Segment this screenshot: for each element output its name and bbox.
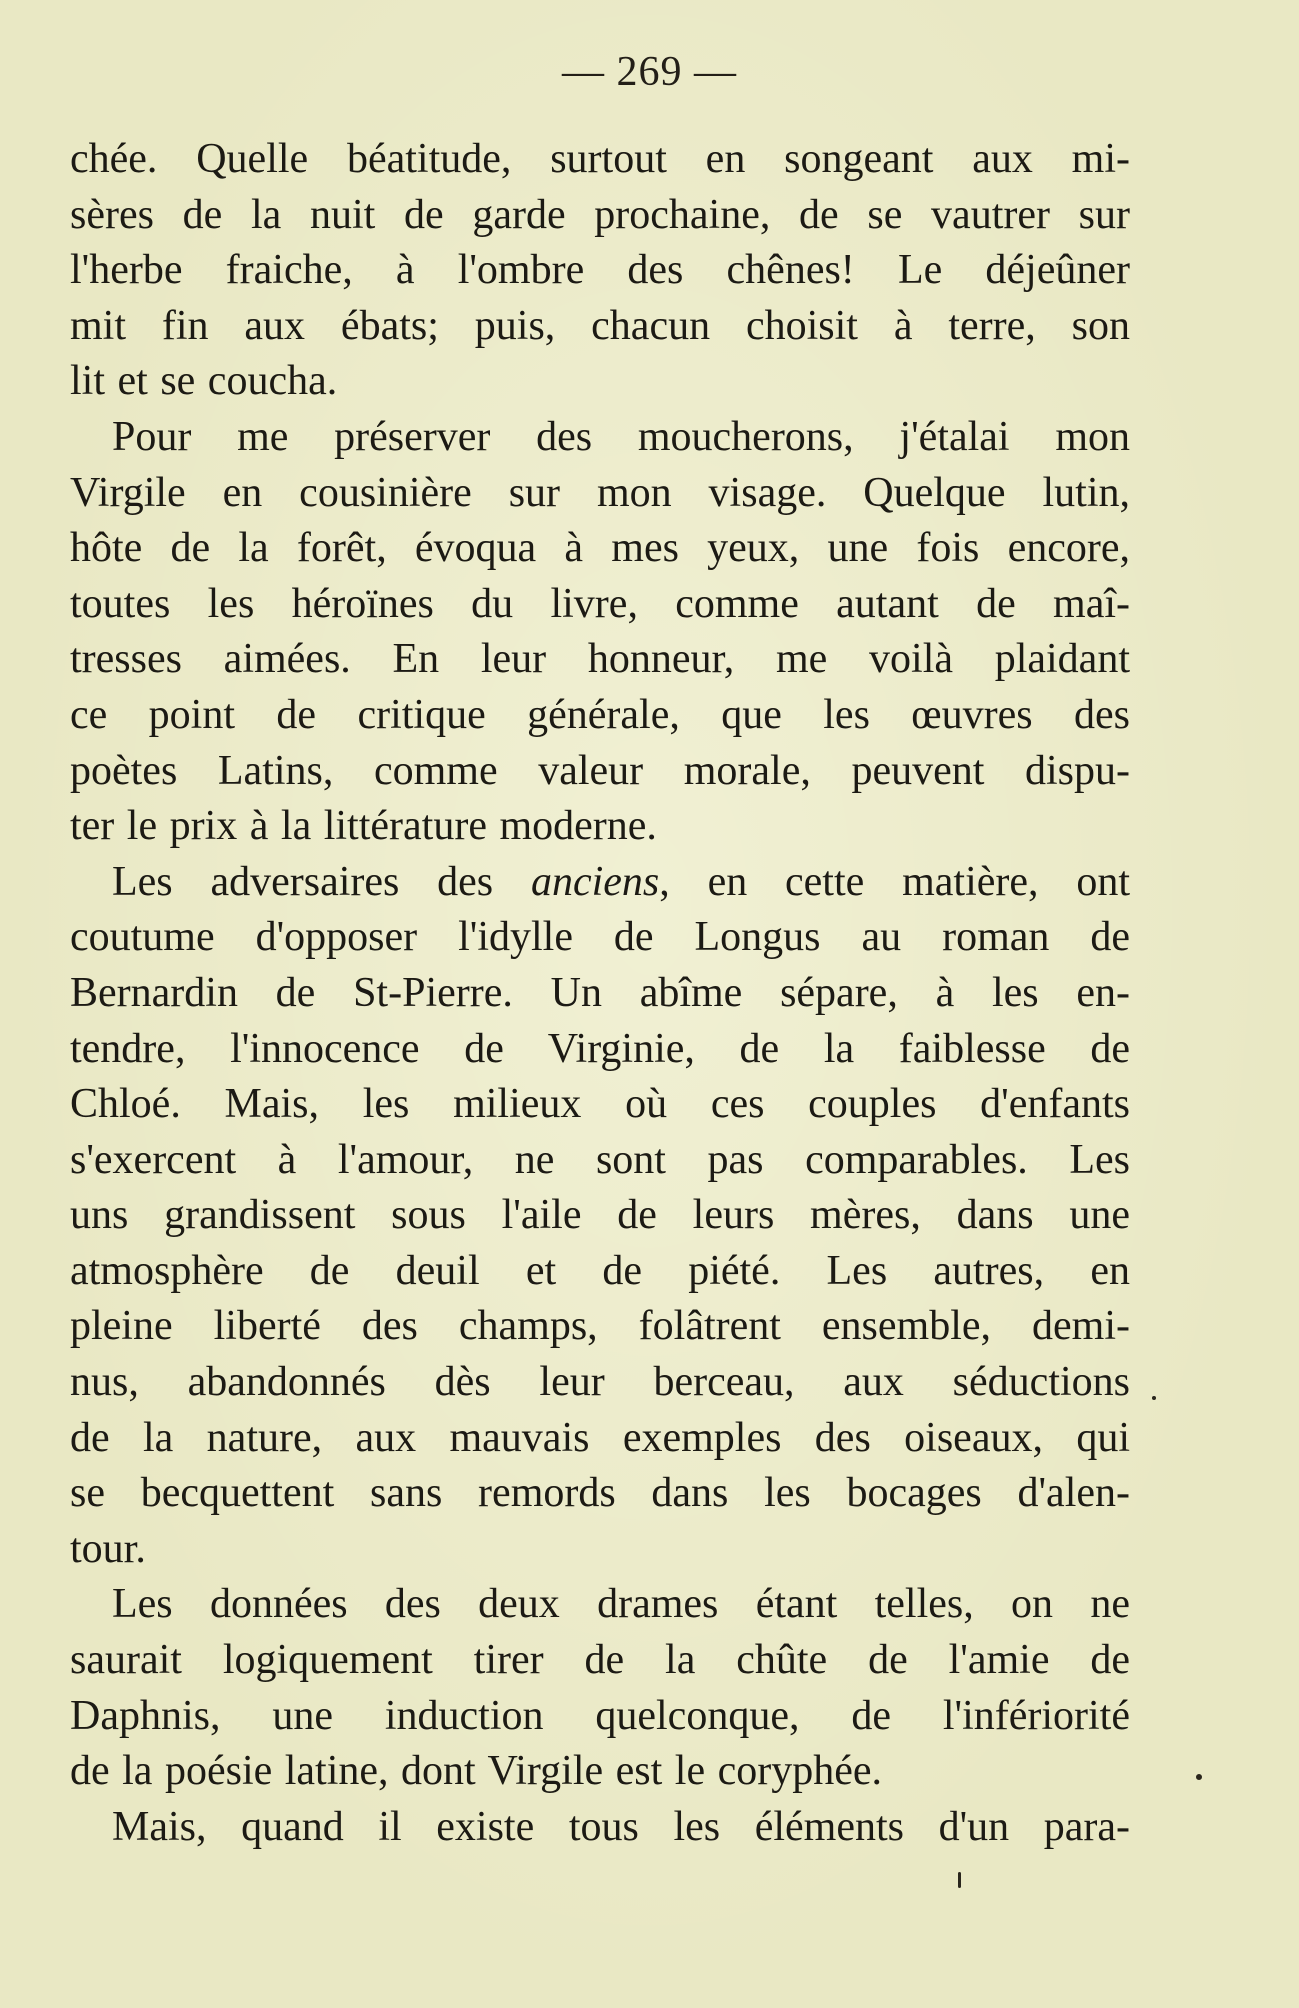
text-line: de la nature, aux mauvais exemples des oiseaux, qui — [70, 1414, 1130, 1461]
text-line: ter le prix à la littérature moderne. — [70, 803, 657, 850]
text-line: tendre, l'innocence de Virginie, de la faiblesse de — [70, 1025, 1130, 1072]
text-segment: Les adversaires des — [112, 858, 531, 905]
text-line: pleine liberté des champs, folâtrent ensemble, demi- — [70, 1303, 1130, 1350]
text-line: toutes les héroïnes du livre, comme autant de maî- — [70, 580, 1130, 627]
ink-speck — [958, 1872, 961, 1888]
text-line: Pour me préserver des moucherons, j'étalai mon — [112, 413, 1130, 460]
italic-word: anciens — [530, 858, 660, 905]
text-line: saurait logiquement tirer de la chûte de l'amie de — [70, 1637, 1130, 1684]
text-line: se becquettent sans remords dans les bocages d'alen- — [70, 1470, 1130, 1517]
text-line: Mais, quand il existe tous les éléments d'un para- — [112, 1803, 1130, 1850]
text-line: poètes Latins, comme valeur morale, peuvent dispu- — [70, 747, 1130, 794]
text-line: Chloé. Mais, les milieux où ces couples d'enfants — [70, 1081, 1130, 1128]
text-line — [70, 855, 1130, 911]
page-number: — 269 — — [562, 49, 737, 95]
text-line: ce point de critique générale, que les œuvres des — [70, 691, 1130, 738]
text-line: tresses aimées. En leur honneur, me voilà plaidant — [70, 636, 1130, 683]
text-line: hôte de la forêt, évoqua à mes yeux, une fois encore, — [70, 525, 1130, 572]
text-line: mit fin aux ébats; puis, chacun choisit à terre, son — [70, 302, 1130, 349]
text-line: Les données des deux drames étant telles, on ne — [112, 1581, 1130, 1628]
text-line: coutume d'opposer l'idylle de Longus au roman de — [70, 914, 1130, 961]
text-line: Bernardin de St-Pierre. Un abîme sépare, à les en- — [70, 969, 1130, 1016]
text-line: sères de la nuit de garde prochaine, de se vautrer sur — [70, 191, 1130, 238]
text-line: Virgile en cousinière sur mon visage. Quelque lutin, — [70, 469, 1130, 516]
text-line: tour. — [70, 1525, 146, 1572]
text-line: Daphnis, une induction quelconque, de l'infériorité — [70, 1692, 1130, 1739]
text-line: l'herbe fraiche, à l'ombre des chênes! Le déjeûner — [70, 247, 1130, 294]
text-line: nus, abandonnés dès leur berceau, aux séductions — [70, 1359, 1130, 1406]
ink-speck — [1196, 1774, 1202, 1780]
text-line: chée. Quelle béatitude, surtout en songeant aux mi- — [70, 136, 1130, 182]
text-line: s'exercent à l'amour, ne sont pas comparables. Les — [70, 1136, 1130, 1183]
body-text — [70, 132, 1130, 1855]
text-line: lit et se coucha. — [70, 358, 338, 405]
text-line: uns grandissent sous l'aile de leurs mères, dans une — [70, 1192, 1130, 1239]
text-line: atmosphère de deuil et de piété. Les autres, en — [70, 1247, 1130, 1294]
text-line: de la poésie latine, dont Virgile est le coryphée. — [70, 1748, 883, 1795]
ink-speck — [1152, 1396, 1156, 1400]
text-segment: , en cette matière, ont — [659, 858, 1130, 905]
